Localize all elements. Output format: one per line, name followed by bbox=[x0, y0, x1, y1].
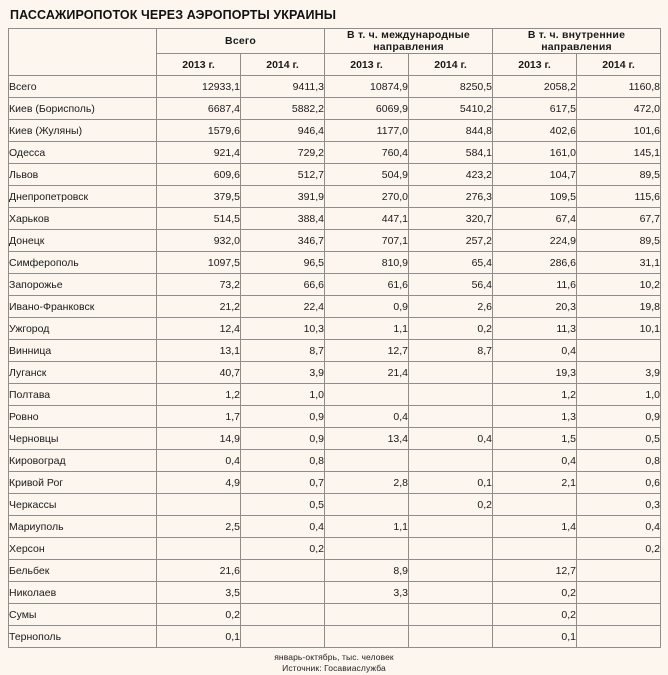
row-city-label: Киев (Борисполь) bbox=[9, 98, 157, 120]
cell-domestic-2014: 0,5 bbox=[577, 428, 661, 450]
table-row bbox=[9, 76, 661, 98]
cell-total-2014: 22,4 bbox=[241, 296, 325, 318]
row-city-label: Ровно bbox=[9, 406, 157, 428]
cell-total-2013: 1579,6 bbox=[157, 120, 241, 142]
cell-international-2013: 270,0 bbox=[325, 186, 409, 208]
cell-total-2014 bbox=[241, 626, 325, 648]
cell-total-2013: 21,6 bbox=[157, 560, 241, 582]
cell-total-2014: 388,4 bbox=[241, 208, 325, 230]
cell-domestic-2014: 31,1 bbox=[577, 252, 661, 274]
cell-domestic-2014: 89,5 bbox=[577, 230, 661, 252]
cell-international-2013: 10874,9 bbox=[325, 76, 409, 98]
cell-total-2014: 96,5 bbox=[241, 252, 325, 274]
header-group-total: Всего bbox=[157, 29, 325, 54]
row-city-label: Кривой Рог bbox=[9, 472, 157, 494]
table-row bbox=[9, 428, 661, 450]
cell-total-2013: 73,2 bbox=[157, 274, 241, 296]
cell-total-2014: 3,9 bbox=[241, 362, 325, 384]
cell-domestic-2013: 2,1 bbox=[493, 472, 577, 494]
row-city-label: Бельбек bbox=[9, 560, 157, 582]
cell-total-2013: 0,4 bbox=[157, 450, 241, 472]
row-city-label: Харьков bbox=[9, 208, 157, 230]
table-header bbox=[9, 29, 661, 76]
cell-international-2014: 2,6 bbox=[409, 296, 493, 318]
cell-international-2013: 810,9 bbox=[325, 252, 409, 274]
cell-total-2014: 5882,2 bbox=[241, 98, 325, 120]
cell-domestic-2013: 1,2 bbox=[493, 384, 577, 406]
cell-total-2014: 946,4 bbox=[241, 120, 325, 142]
cell-domestic-2014: 0,9 bbox=[577, 406, 661, 428]
cell-domestic-2014: 0,2 bbox=[577, 538, 661, 560]
cell-total-2013: 21,2 bbox=[157, 296, 241, 318]
table-row bbox=[9, 98, 661, 120]
cell-total-2014: 10,3 bbox=[241, 318, 325, 340]
cell-international-2014: 584,1 bbox=[409, 142, 493, 164]
cell-domestic-2014 bbox=[577, 560, 661, 582]
table-row bbox=[9, 626, 661, 648]
cell-domestic-2013: 19,3 bbox=[493, 362, 577, 384]
cell-domestic-2013: 1,4 bbox=[493, 516, 577, 538]
cell-domestic-2013: 0,1 bbox=[493, 626, 577, 648]
cell-international-2013 bbox=[325, 450, 409, 472]
cell-total-2014 bbox=[241, 582, 325, 604]
row-city-label: Симферополь bbox=[9, 252, 157, 274]
header-total-2013: 2013 г. bbox=[157, 54, 241, 76]
row-city-label: Тернополь bbox=[9, 626, 157, 648]
cell-total-2013 bbox=[157, 494, 241, 516]
table-body bbox=[9, 76, 661, 648]
cell-total-2013: 40,7 bbox=[157, 362, 241, 384]
cell-international-2014: 8,7 bbox=[409, 340, 493, 362]
cell-total-2013: 514,5 bbox=[157, 208, 241, 230]
row-city-label: Кировоград bbox=[9, 450, 157, 472]
table-row bbox=[9, 450, 661, 472]
cell-total-2013: 6687,4 bbox=[157, 98, 241, 120]
cell-domestic-2014: 1160,8 bbox=[577, 76, 661, 98]
cell-total-2013: 12933,1 bbox=[157, 76, 241, 98]
table-row bbox=[9, 208, 661, 230]
cell-international-2014: 423,2 bbox=[409, 164, 493, 186]
cell-total-2014: 1,0 bbox=[241, 384, 325, 406]
cell-international-2013: 21,4 bbox=[325, 362, 409, 384]
cell-international-2014 bbox=[409, 560, 493, 582]
cell-total-2013 bbox=[157, 538, 241, 560]
cell-domestic-2013: 161,0 bbox=[493, 142, 577, 164]
cell-domestic-2014 bbox=[577, 626, 661, 648]
cell-domestic-2014: 145,1 bbox=[577, 142, 661, 164]
cell-domestic-2013: 224,9 bbox=[493, 230, 577, 252]
table-header-groups bbox=[9, 29, 661, 54]
cell-international-2013: 6069,9 bbox=[325, 98, 409, 120]
cell-international-2013: 8,9 bbox=[325, 560, 409, 582]
cell-total-2013: 13,1 bbox=[157, 340, 241, 362]
cell-total-2014 bbox=[241, 560, 325, 582]
cell-international-2013 bbox=[325, 384, 409, 406]
cell-domestic-2014: 10,2 bbox=[577, 274, 661, 296]
cell-domestic-2013: 104,7 bbox=[493, 164, 577, 186]
row-city-label: Херсон bbox=[9, 538, 157, 560]
cell-domestic-2013: 2058,2 bbox=[493, 76, 577, 98]
table-row bbox=[9, 362, 661, 384]
cell-international-2013: 61,6 bbox=[325, 274, 409, 296]
footer-period: январь-октябрь, тыс. человек bbox=[274, 652, 394, 662]
cell-domestic-2014: 1,0 bbox=[577, 384, 661, 406]
cell-international-2014 bbox=[409, 362, 493, 384]
cell-total-2013: 1097,5 bbox=[157, 252, 241, 274]
cell-international-2014 bbox=[409, 604, 493, 626]
cell-domestic-2014: 3,9 bbox=[577, 362, 661, 384]
cell-domestic-2013: 0,4 bbox=[493, 450, 577, 472]
row-city-label: Черновцы bbox=[9, 428, 157, 450]
cell-international-2013 bbox=[325, 538, 409, 560]
cell-domestic-2014: 0,3 bbox=[577, 494, 661, 516]
cell-international-2014: 56,4 bbox=[409, 274, 493, 296]
row-city-label: Мариуполь bbox=[9, 516, 157, 538]
header-group-domestic: В т. ч. внутренние направления bbox=[493, 29, 661, 54]
table-row bbox=[9, 274, 661, 296]
table-row bbox=[9, 516, 661, 538]
cell-total-2013: 1,2 bbox=[157, 384, 241, 406]
cell-total-2014: 0,2 bbox=[241, 538, 325, 560]
table-row bbox=[9, 142, 661, 164]
cell-international-2013: 2,8 bbox=[325, 472, 409, 494]
cell-international-2013: 447,1 bbox=[325, 208, 409, 230]
cell-domestic-2014 bbox=[577, 604, 661, 626]
cell-domestic-2013: 617,5 bbox=[493, 98, 577, 120]
cell-total-2014: 0,5 bbox=[241, 494, 325, 516]
table-row bbox=[9, 494, 661, 516]
cell-international-2014: 276,3 bbox=[409, 186, 493, 208]
table-footer bbox=[8, 652, 660, 675]
cell-total-2013: 609,6 bbox=[157, 164, 241, 186]
cell-domestic-2013: 12,7 bbox=[493, 560, 577, 582]
row-city-label: Всего bbox=[9, 76, 157, 98]
cell-domestic-2013: 20,3 bbox=[493, 296, 577, 318]
header-international-2014: 2014 г. bbox=[409, 54, 493, 76]
table-row bbox=[9, 582, 661, 604]
table-row bbox=[9, 186, 661, 208]
cell-domestic-2014: 0,6 bbox=[577, 472, 661, 494]
cell-international-2014: 8250,5 bbox=[409, 76, 493, 98]
cell-international-2013 bbox=[325, 604, 409, 626]
page-title: ПАССАЖИРОПОТОК ЧЕРЕЗ АЭРОПОРТЫ УКРАИНЫ bbox=[10, 8, 337, 22]
header-total-2014: 2014 г. bbox=[241, 54, 325, 76]
cell-international-2014: 5410,2 bbox=[409, 98, 493, 120]
table-row bbox=[9, 472, 661, 494]
cell-domestic-2014 bbox=[577, 582, 661, 604]
cell-domestic-2014: 0,4 bbox=[577, 516, 661, 538]
cell-international-2013: 13,4 bbox=[325, 428, 409, 450]
cell-domestic-2013 bbox=[493, 494, 577, 516]
cell-international-2013: 12,7 bbox=[325, 340, 409, 362]
table-row bbox=[9, 604, 661, 626]
cell-total-2014: 66,6 bbox=[241, 274, 325, 296]
row-city-label: Киев (Жуляны) bbox=[9, 120, 157, 142]
cell-domestic-2013: 109,5 bbox=[493, 186, 577, 208]
cell-domestic-2013: 0,4 bbox=[493, 340, 577, 362]
cell-total-2014: 0,4 bbox=[241, 516, 325, 538]
cell-total-2013: 4,9 bbox=[157, 472, 241, 494]
cell-international-2014 bbox=[409, 406, 493, 428]
row-city-label: Луганск bbox=[9, 362, 157, 384]
table-row bbox=[9, 164, 661, 186]
row-city-label: Сумы bbox=[9, 604, 157, 626]
cell-total-2014: 9411,3 bbox=[241, 76, 325, 98]
cell-international-2014 bbox=[409, 538, 493, 560]
cell-total-2013: 0,1 bbox=[157, 626, 241, 648]
cell-international-2014 bbox=[409, 384, 493, 406]
table-row bbox=[9, 252, 661, 274]
cell-total-2014 bbox=[241, 604, 325, 626]
table-row bbox=[9, 318, 661, 340]
passenger-traffic-table bbox=[8, 28, 661, 648]
cell-domestic-2014 bbox=[577, 340, 661, 362]
cell-domestic-2013: 1,5 bbox=[493, 428, 577, 450]
table-row bbox=[9, 406, 661, 428]
cell-total-2014: 8,7 bbox=[241, 340, 325, 362]
cell-domestic-2013: 286,6 bbox=[493, 252, 577, 274]
header-group-international: В т. ч. международные направления bbox=[325, 29, 493, 54]
cell-international-2014 bbox=[409, 626, 493, 648]
cell-international-2013: 0,9 bbox=[325, 296, 409, 318]
cell-total-2013: 12,4 bbox=[157, 318, 241, 340]
cell-total-2013: 379,5 bbox=[157, 186, 241, 208]
table-row bbox=[9, 120, 661, 142]
cell-domestic-2014: 10,1 bbox=[577, 318, 661, 340]
cell-total-2013: 3,5 bbox=[157, 582, 241, 604]
row-city-label: Николаев bbox=[9, 582, 157, 604]
cell-domestic-2014: 115,6 bbox=[577, 186, 661, 208]
cell-domestic-2014: 19,8 bbox=[577, 296, 661, 318]
row-city-label: Запорожье bbox=[9, 274, 157, 296]
cell-total-2013: 921,4 bbox=[157, 142, 241, 164]
cell-international-2014 bbox=[409, 582, 493, 604]
row-city-label: Винница bbox=[9, 340, 157, 362]
cell-international-2014: 0,1 bbox=[409, 472, 493, 494]
row-city-label: Одесса bbox=[9, 142, 157, 164]
cell-total-2014: 512,7 bbox=[241, 164, 325, 186]
cell-total-2014: 0,8 bbox=[241, 450, 325, 472]
cell-domestic-2013: 1,3 bbox=[493, 406, 577, 428]
table-row bbox=[9, 384, 661, 406]
cell-total-2014: 729,2 bbox=[241, 142, 325, 164]
cell-domestic-2014: 0,8 bbox=[577, 450, 661, 472]
header-domestic-2014: 2014 г. bbox=[577, 54, 661, 76]
cell-international-2013: 1,1 bbox=[325, 318, 409, 340]
cell-domestic-2014: 101,6 bbox=[577, 120, 661, 142]
cell-international-2014: 844,8 bbox=[409, 120, 493, 142]
table-row bbox=[9, 560, 661, 582]
cell-total-2013: 0,2 bbox=[157, 604, 241, 626]
cell-international-2013: 1177,0 bbox=[325, 120, 409, 142]
table-row bbox=[9, 230, 661, 252]
cell-international-2014: 0,4 bbox=[409, 428, 493, 450]
row-city-label: Ивано-Франковск bbox=[9, 296, 157, 318]
cell-total-2014: 391,9 bbox=[241, 186, 325, 208]
cell-domestic-2013: 0,2 bbox=[493, 604, 577, 626]
cell-domestic-2014: 89,5 bbox=[577, 164, 661, 186]
cell-domestic-2013: 0,2 bbox=[493, 582, 577, 604]
row-city-label: Львов bbox=[9, 164, 157, 186]
cell-international-2014 bbox=[409, 450, 493, 472]
cell-domestic-2013: 11,3 bbox=[493, 318, 577, 340]
cell-international-2013 bbox=[325, 626, 409, 648]
cell-total-2014: 0,9 bbox=[241, 428, 325, 450]
row-city-label: Полтава bbox=[9, 384, 157, 406]
cell-international-2013: 504,9 bbox=[325, 164, 409, 186]
cell-international-2014: 65,4 bbox=[409, 252, 493, 274]
row-city-label: Донецк bbox=[9, 230, 157, 252]
cell-international-2013: 0,4 bbox=[325, 406, 409, 428]
cell-total-2014: 0,9 bbox=[241, 406, 325, 428]
cell-domestic-2013: 402,6 bbox=[493, 120, 577, 142]
cell-international-2014 bbox=[409, 516, 493, 538]
cell-total-2013: 1,7 bbox=[157, 406, 241, 428]
cell-domestic-2013: 67,4 bbox=[493, 208, 577, 230]
cell-total-2013: 932,0 bbox=[157, 230, 241, 252]
row-city-label: Черкассы bbox=[9, 494, 157, 516]
cell-international-2013 bbox=[325, 494, 409, 516]
cell-international-2013: 707,1 bbox=[325, 230, 409, 252]
footer-source: Источник: Госавиаслужба bbox=[282, 663, 386, 674]
cell-total-2014: 0,7 bbox=[241, 472, 325, 494]
table-row bbox=[9, 340, 661, 362]
cell-international-2014: 0,2 bbox=[409, 494, 493, 516]
cell-international-2014: 0,2 bbox=[409, 318, 493, 340]
cell-domestic-2013: 11,6 bbox=[493, 274, 577, 296]
cell-total-2014: 346,7 bbox=[241, 230, 325, 252]
header-corner bbox=[9, 29, 157, 76]
cell-international-2013: 1,1 bbox=[325, 516, 409, 538]
header-international-2013: 2013 г. bbox=[325, 54, 409, 76]
row-city-label: Днепропетровск bbox=[9, 186, 157, 208]
table-row bbox=[9, 296, 661, 318]
cell-domestic-2013 bbox=[493, 538, 577, 560]
cell-domestic-2014: 67,7 bbox=[577, 208, 661, 230]
cell-international-2014: 257,2 bbox=[409, 230, 493, 252]
cell-international-2013: 3,3 bbox=[325, 582, 409, 604]
row-city-label: Ужгород bbox=[9, 318, 157, 340]
cell-international-2013: 760,4 bbox=[325, 142, 409, 164]
cell-total-2013: 2,5 bbox=[157, 516, 241, 538]
table-row bbox=[9, 538, 661, 560]
header-domestic-2013: 2013 г. bbox=[493, 54, 577, 76]
cell-domestic-2014: 472,0 bbox=[577, 98, 661, 120]
cell-international-2014: 320,7 bbox=[409, 208, 493, 230]
cell-total-2013: 14,9 bbox=[157, 428, 241, 450]
